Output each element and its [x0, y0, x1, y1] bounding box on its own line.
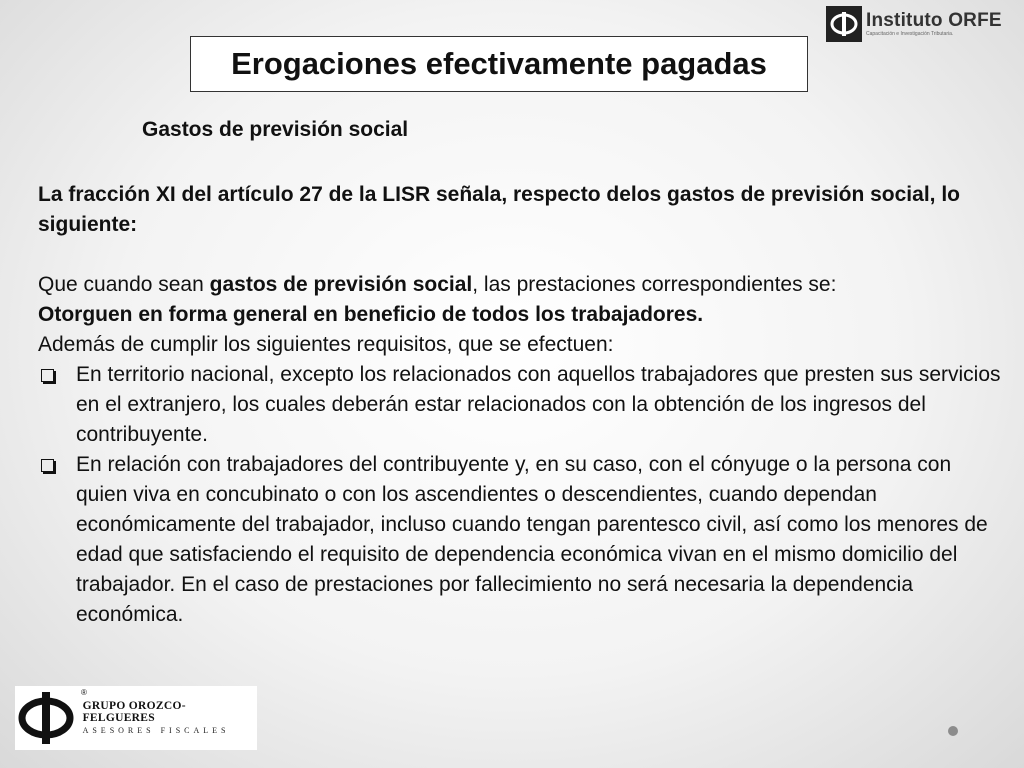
grupo-orozco-felgueres-logo [15, 686, 257, 750]
page-title: Erogaciones efectivamente pagadas [231, 46, 767, 81]
intro-text: La fracción XI del artículo 27 de la LISR señala, respecto delos gastos de previsión social, lo siguiente: [38, 183, 960, 236]
logo-name: Instituto ORFE [866, 10, 1002, 31]
registered-mark: ® [81, 688, 87, 697]
bullet-item [38, 450, 1003, 630]
checkbox-bullet-icon [41, 369, 54, 382]
slide-dot-icon [948, 726, 958, 736]
phi-icon [15, 687, 77, 749]
bullet-text: En territorio nacional, excepto los relacionados con aquellos trabajadores que presten sus servicios en el extranjero, los cuales deberán estar relacionados con la obtención de los ingresos del contribuyente. [76, 363, 1001, 446]
footer-logo-sub: ASESORES FISCALES [82, 726, 230, 735]
subtitle: Gastos de previsión social [142, 118, 409, 141]
title-box [190, 36, 808, 92]
requirements-intro: Además de cumplir los siguientes requisitos, que se efectuen: [38, 333, 614, 356]
paragraph-1 [38, 270, 1003, 300]
instituto-orfe-logo [826, 4, 1018, 44]
footer-logo-name: GRUPO OROZCO-FELGUERES [82, 700, 186, 724]
checkbox-bullet-icon [41, 459, 54, 472]
condition-text: Otorguen en forma general en beneficio de todos los trabajadores. [38, 303, 704, 326]
paragraph-1-start: Que cuando sean [38, 273, 210, 296]
bullet-item [38, 360, 1003, 450]
phi-icon [826, 6, 862, 42]
bullet-text: En relación con trabajadores del contribuyente y, en su caso, con el cónyuge o la persona con quien viva en concubinato o con los ascendientes o descendientes, cuando dependan económicamente del trabajador, incluso cuando tengan parentesco civil, así como los menores de edad que satisfaciendo el requisito de dependencia económica vivan en el mismo domicilio del trabajador. En el caso de prestaciones por fallecimiento no será necesaria la dependencia económica. [76, 453, 988, 626]
paragraph-1-end: , las prestaciones correspondientes se: [472, 273, 837, 296]
paragraph-1-emphasis: gastos de previsión social [209, 273, 473, 296]
logo-tagline: Capacitación e Investigación Tributaria. [866, 31, 954, 37]
slide-content [38, 180, 1003, 630]
